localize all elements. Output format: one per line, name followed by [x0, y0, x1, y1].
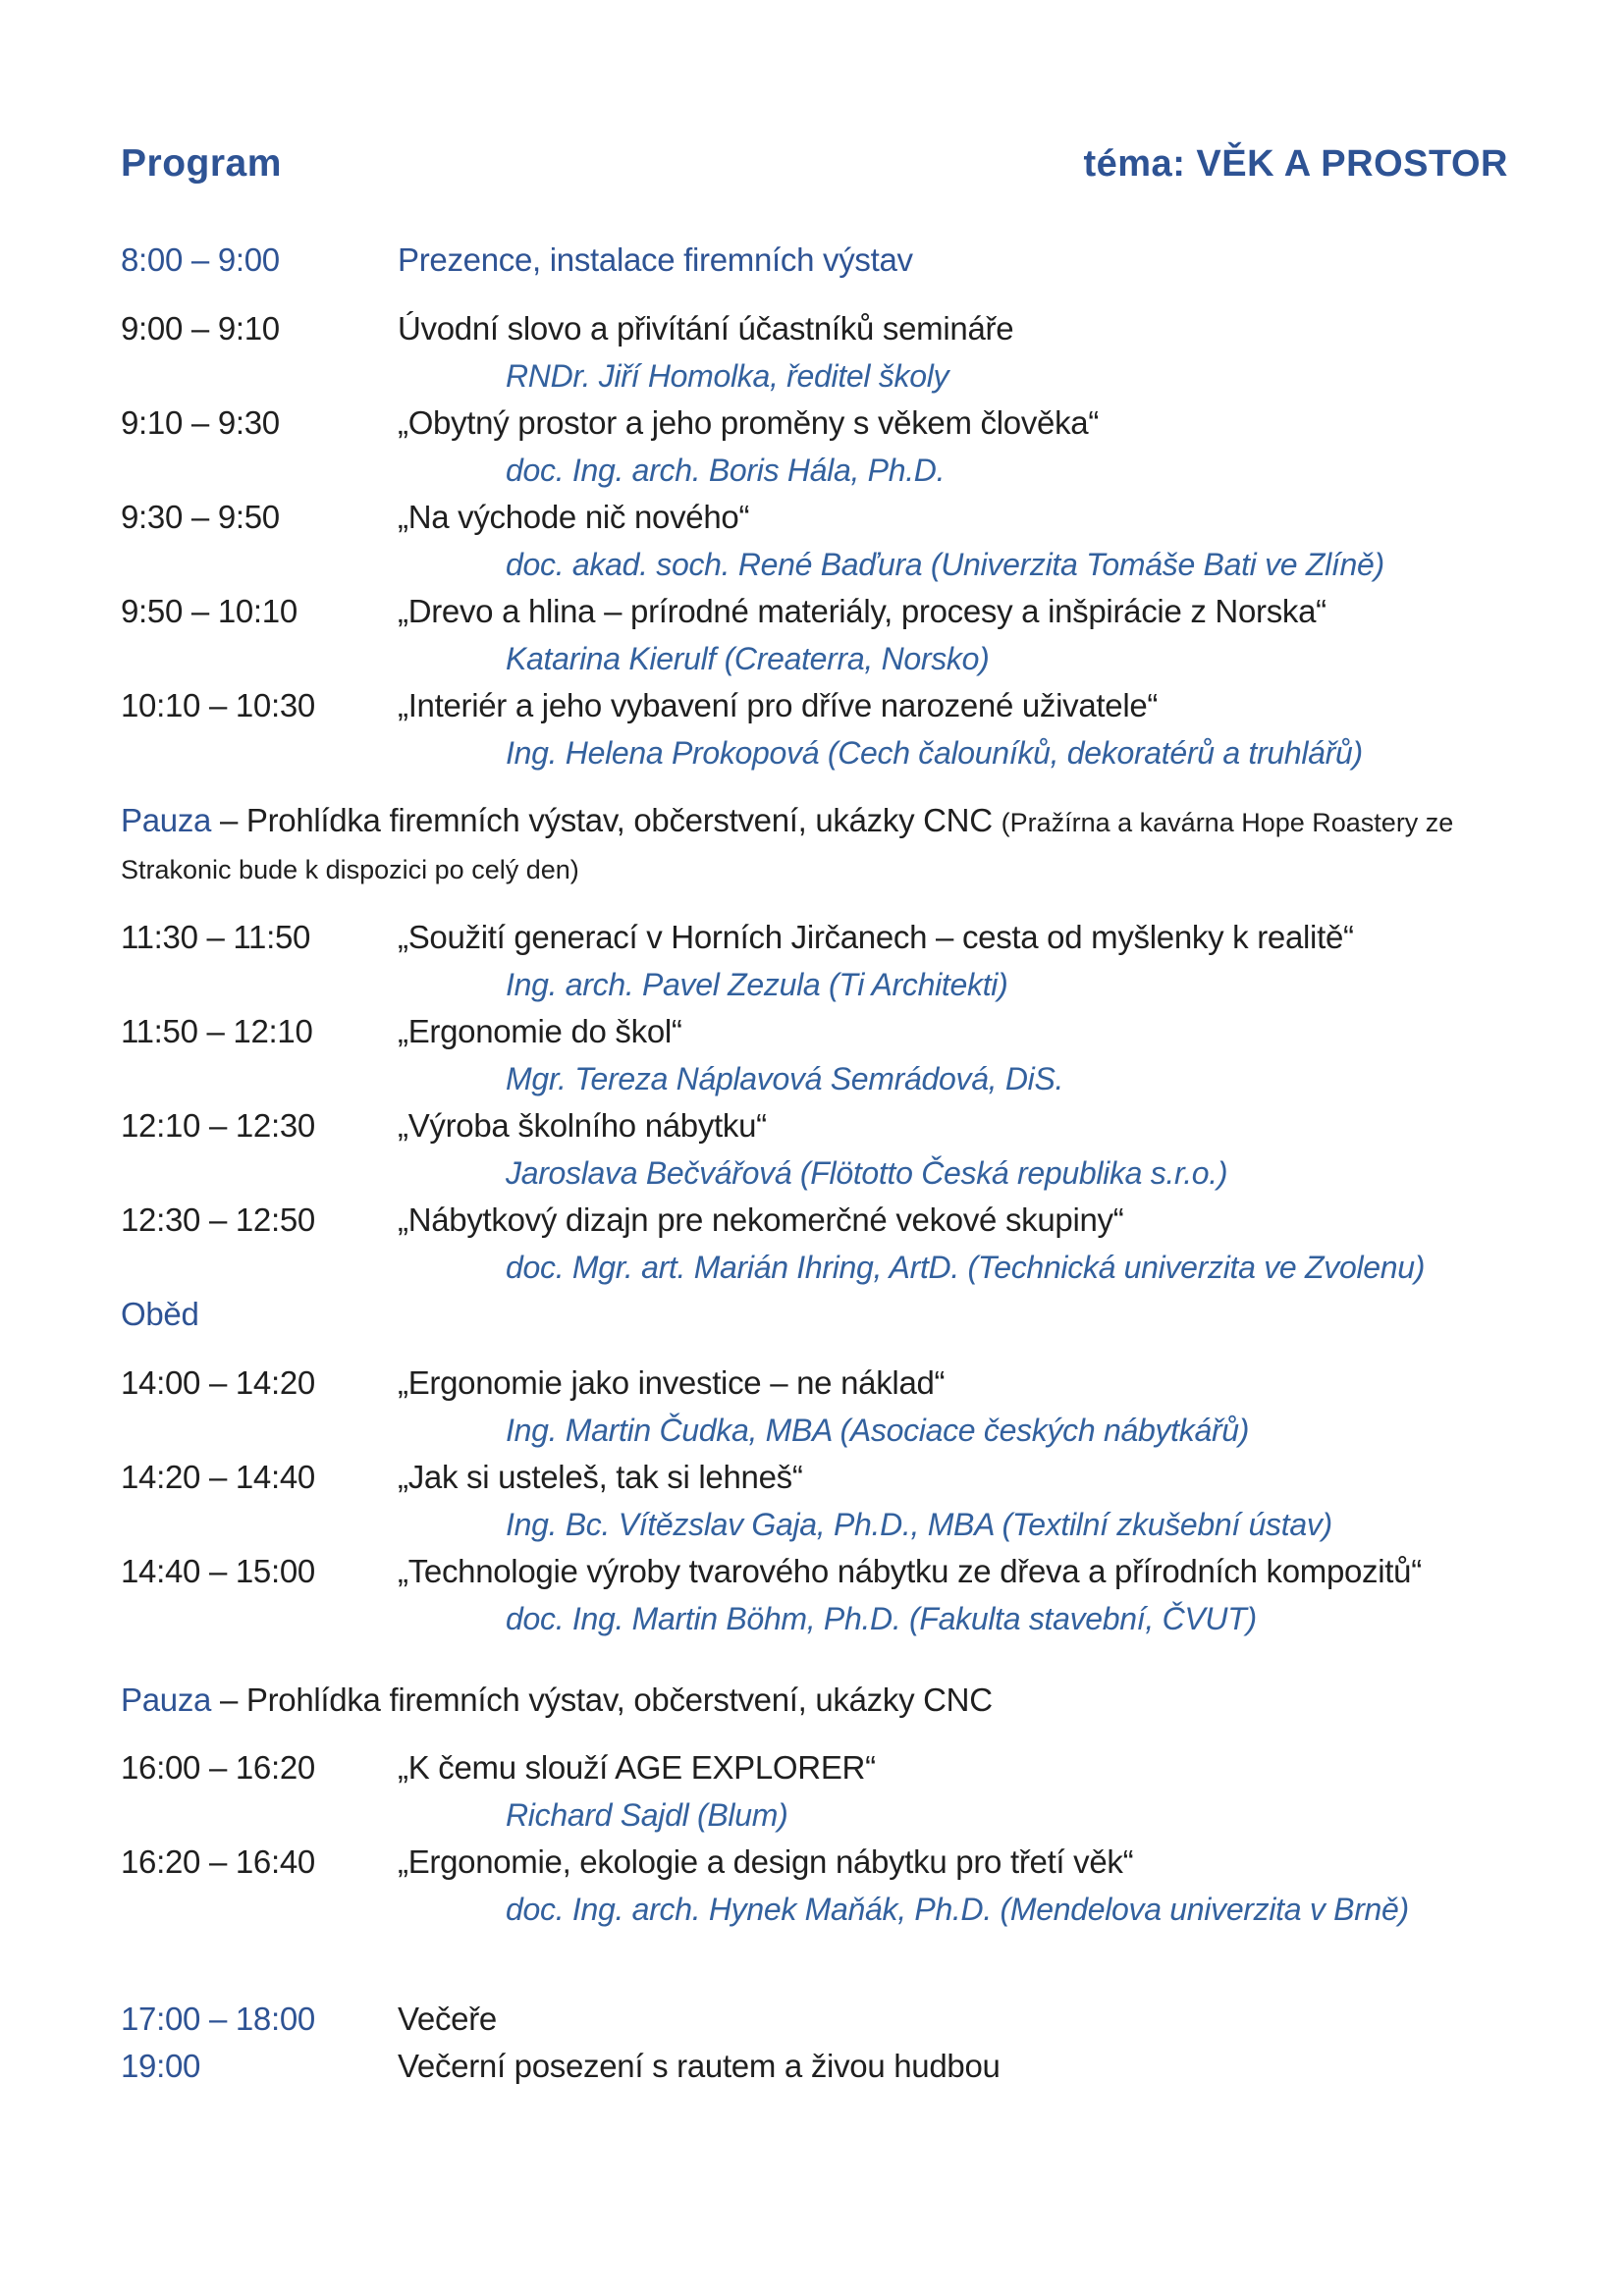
session-title: „Výroba školního nábytku“ [398, 1107, 767, 1144]
schedule-row [121, 305, 1508, 400]
session-time: 19:00 [121, 2048, 201, 2084]
schedule-group [121, 237, 1508, 284]
schedule-row [121, 2043, 1508, 2090]
session-title: „Ergonomie jako investice – ne náklad“ [398, 1364, 946, 1401]
session-speaker: Mgr. Tereza Náplavová Semrádová, DiS. [506, 1061, 1064, 1096]
session-title: „Technologie výroby tvarového nábytku ze dřeva a přírodních kompozitů“ [398, 1553, 1422, 1589]
session-speaker: Ing. arch. Pavel Zezula (Ti Architekti) [506, 967, 1008, 1002]
session-time: 17:00 – 18:00 [121, 2001, 315, 2037]
session-content [398, 588, 1508, 682]
session-title: „Obytný prostor a jeho proměny s věkem člověka“ [398, 404, 1100, 441]
schedule-row [121, 400, 1508, 494]
session-title: Prezence, instalace firemních výstav [398, 241, 913, 278]
session-time: 16:00 – 16:20 [121, 1749, 315, 1786]
session-time: 12:30 – 12:50 [121, 1201, 315, 1238]
meal-label: Oběd [121, 1296, 199, 1332]
session-content [398, 494, 1508, 588]
schedule-group [121, 1360, 1508, 1642]
session-speaker: doc. akad. soch. René Baďura (Univerzita Tomáše Bati ve Zlíně) [506, 547, 1384, 582]
schedule-row [121, 682, 1508, 776]
schedule-row [121, 1744, 1508, 1839]
schedule-row [121, 588, 1508, 682]
session-time: 9:10 – 9:30 [121, 404, 280, 441]
session-time: 14:20 – 14:40 [121, 1459, 315, 1495]
break-row [121, 798, 1508, 892]
session-content [398, 1008, 1508, 1102]
schedule-row [121, 237, 1508, 284]
session-time: 14:40 – 15:00 [121, 1553, 315, 1589]
session-title: Úvodní slovo a přivítání účastníků semináře [398, 310, 1014, 347]
session-time: 9:30 – 9:50 [121, 499, 280, 535]
schedule-row [121, 1548, 1508, 1642]
schedule-row [121, 1102, 1508, 1197]
schedule-row [121, 914, 1508, 1008]
schedule-row [121, 1197, 1508, 1291]
session-content [398, 1454, 1508, 1548]
session-time: 9:50 – 10:10 [121, 593, 298, 629]
schedule-row [121, 1008, 1508, 1102]
session-speaker: doc. Ing. Martin Böhm, Ph.D. (Fakulta stavební, ČVUT) [506, 1601, 1257, 1636]
session-speaker: Richard Sajdl (Blum) [506, 1797, 788, 1833]
session-content [398, 1839, 1508, 1933]
session-time: 9:00 – 9:10 [121, 310, 280, 347]
session-speaker: Katarina Kierulf (Createrra, Norsko) [506, 641, 990, 676]
session-content [398, 237, 1508, 284]
break-text: – Prohlídka firemních výstav, občerstvení, ukázky CNC [211, 802, 1001, 838]
session-content [398, 1744, 1508, 1839]
schedule-row [121, 1454, 1508, 1548]
break-label: Pauza [121, 802, 212, 838]
schedule-group [121, 914, 1508, 1338]
schedule [121, 237, 1508, 2090]
session-content [398, 400, 1508, 494]
session-speaker: doc. Mgr. art. Marián Ihring, ArtD. (Technická univerzita ve Zvolenu) [506, 1250, 1426, 1285]
session-title: „Nábytkový dizajn pre nekomerčné vekové skupiny“ [398, 1201, 1124, 1238]
session-title: „Na východe nič nového“ [398, 499, 750, 535]
page-title: Program [121, 142, 282, 185]
schedule-row [121, 1996, 1508, 2043]
page-theme: téma: VĚK A PROSTOR [1083, 143, 1508, 185]
schedule-row [121, 494, 1508, 588]
session-title: Večeře [398, 2001, 497, 2037]
schedule-group [121, 305, 1508, 776]
session-speaker: Ing. Bc. Vítězslav Gaja, Ph.D., MBA (Textilní zkušební ústav) [506, 1507, 1332, 1542]
session-content [398, 1102, 1508, 1197]
break-label: Pauza [121, 1682, 212, 1718]
session-speaker: RNDr. Jiří Homolka, ředitel školy [506, 358, 949, 394]
schedule-group [121, 1744, 1508, 1933]
session-content [398, 682, 1508, 776]
session-time: 10:10 – 10:30 [121, 687, 315, 723]
session-content [398, 1548, 1508, 1642]
session-title: Večerní posezení s rautem a živou hudbou [398, 2048, 1001, 2084]
session-speaker: Ing. Helena Prokopová (Cech čalouníků, dekoratérů a truhlářů) [506, 735, 1363, 771]
session-time: 11:30 – 11:50 [121, 919, 311, 955]
session-content [398, 1197, 1508, 1291]
break-note: (Pražírna a kavárna Hope Roastery ze Strakonic bude k dispozici po celý den) [121, 808, 1454, 884]
schedule-group [121, 1678, 1508, 1723]
session-time: 14:00 – 14:20 [121, 1364, 315, 1401]
schedule-row [121, 1839, 1508, 1933]
session-title: „Ergonomie do škol“ [398, 1013, 682, 1049]
session-content [398, 914, 1508, 1008]
break-row [121, 1678, 1508, 1723]
session-title: „Soužití generací v Horních Jirčanech – cesta od myšlenky k realitě“ [398, 919, 1354, 955]
session-content [398, 1360, 1508, 1454]
session-title: „Drevo a hlina – prírodné materiály, procesy a inšpirácie z Norska“ [398, 593, 1326, 629]
session-speaker: Jaroslava Bečvářová (Flötotto Česká republika s.r.o.) [506, 1155, 1228, 1191]
schedule-row [121, 1360, 1508, 1454]
session-content [398, 2043, 1508, 2090]
session-title: „Ergonomie, ekologie a design nábytku pro třetí věk“ [398, 1843, 1134, 1880]
session-time: 12:10 – 12:30 [121, 1107, 315, 1144]
break-text: – Prohlídka firemních výstav, občerstvení, ukázky CNC [211, 1682, 993, 1718]
session-title: „K čemu slouží AGE EXPLORER“ [398, 1749, 876, 1786]
session-content [398, 1996, 1508, 2043]
session-speaker: doc. Ing. arch. Boris Hála, Ph.D. [506, 453, 946, 488]
session-title: „Jak si usteleš, tak si lehneš“ [398, 1459, 803, 1495]
page-header [121, 142, 1508, 186]
session-content [398, 305, 1508, 400]
session-title: „Interiér a jeho vybavení pro dříve narozené uživatele“ [398, 687, 1159, 723]
schedule-group [121, 798, 1508, 892]
session-time: 8:00 – 9:00 [121, 241, 280, 278]
session-time: 16:20 – 16:40 [121, 1843, 315, 1880]
session-speaker: Ing. Martin Čudka, MBA (Asociace českých nábytkářů) [506, 1413, 1250, 1448]
session-speaker: doc. Ing. arch. Hynek Maňák, Ph.D. (Mendelova univerzita v Brně) [506, 1892, 1409, 1927]
schedule-group [121, 1996, 1508, 2090]
session-time: 11:50 – 12:10 [121, 1013, 313, 1049]
